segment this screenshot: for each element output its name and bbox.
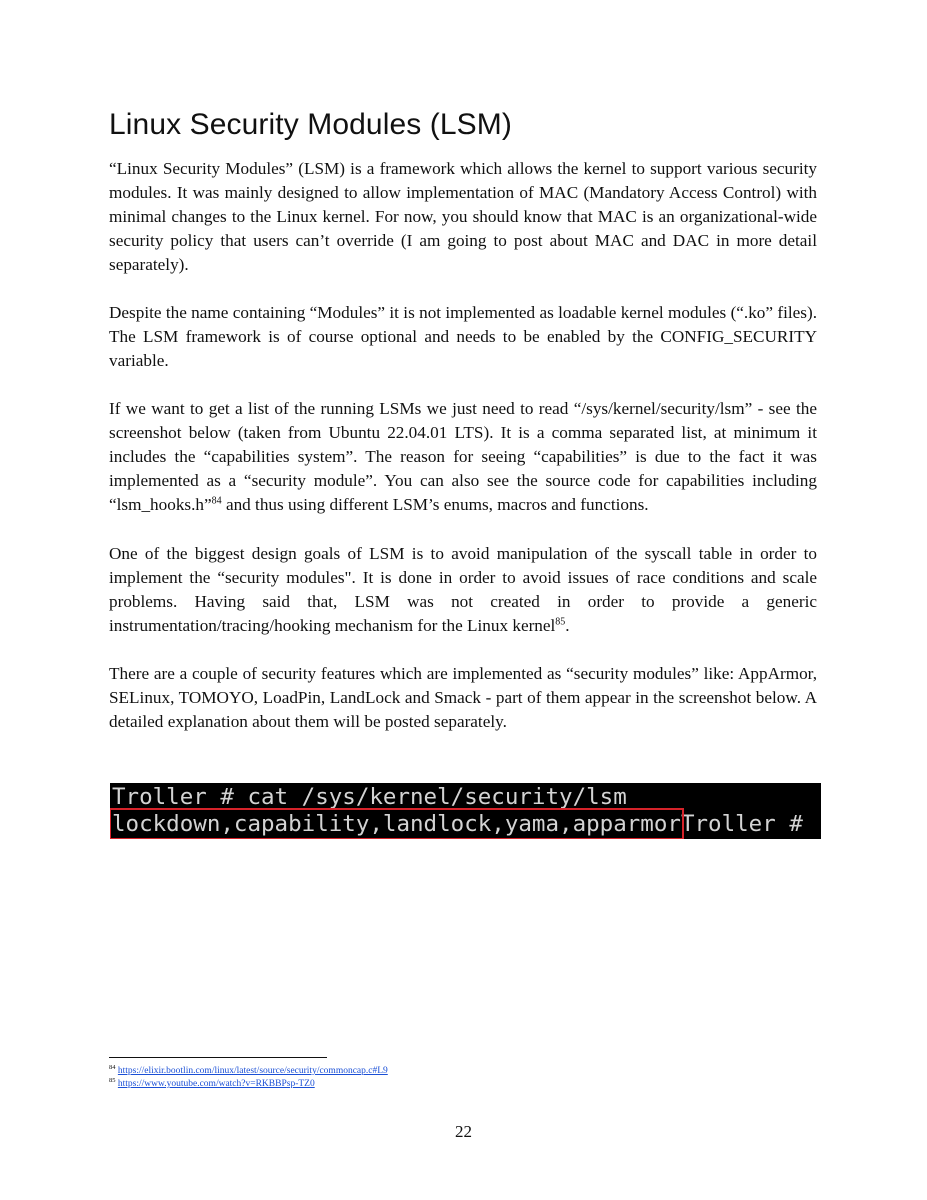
paragraph-security-features: There are a couple of security features which are implemented as “security modules” like: AppArmor, SELinux, TOMOYO, LoadPin, LandLock and Smack - part of them appear in the screenshot below. A detailed explanation about them will be posted separately. bbox=[109, 664, 817, 731]
footnote-link-84[interactable]: https://elixir.bootlin.com/linux/latest/source/security/commoncap.c#L9 bbox=[117, 1066, 388, 1076]
terminal-prompt: Troller # bbox=[680, 811, 803, 837]
page-number: 22 bbox=[455, 1122, 472, 1141]
terminal-screenshot bbox=[110, 783, 821, 839]
terminal-command-line: Troller # cat /sys/kernel/security/lsm bbox=[112, 784, 627, 810]
footnote-85 bbox=[109, 1076, 315, 1090]
footnote-number: 85 bbox=[109, 1076, 116, 1084]
footnote-divider bbox=[109, 1057, 327, 1058]
paragraph-modules-name: Despite the name containing “Modules” it is not implemented as loadable kernel modules (“.ko” files). The LSM framework is of course optional and needs to be enabled by the CONFIG_SECURITY variable. bbox=[109, 303, 817, 370]
paragraph-text: If we want to get a list of the running LSMs we just need to read “/sys/kernel/security/lsm” - see the screenshot below (taken from Ubuntu 22.04.01 LTS). It is a comma separated list, at minimum it includes the “capabilities system”. The reason for seeing “capabilities” is due to the fact it was implemented as a “security module”. You can also see the source code for capabilities including “lsm_hooks.h” bbox=[109, 399, 817, 514]
footnote-link-85[interactable]: https://www.youtube.com/watch?v=RKBBPsp-TZ0 bbox=[117, 1079, 315, 1089]
paragraph-list-lsms bbox=[109, 397, 817, 517]
page-title: Linux Security Modules (LSM) bbox=[109, 108, 512, 141]
paragraph-design-goals bbox=[109, 542, 817, 638]
paragraph-text: One of the biggest design goals of LSM is to avoid manipulation of the syscall table in order to implement the “security modules". It is done in order to avoid issues of race conditions and scale problems. Having said that, LSM was not created in order to provide a generic instrumentation/tracing/hooking mechanism for the Linux kernel bbox=[109, 544, 817, 635]
footnote-84 bbox=[109, 1063, 388, 1077]
paragraph-text: . bbox=[565, 616, 570, 635]
footnote-ref-85[interactable]: 85 bbox=[555, 616, 566, 628]
paragraph-intro: “Linux Security Modules” (LSM) is a framework which allows the kernel to support various security modules. It was mainly designed to allow implementation of MAC (Mandatory Access Control) with minimal changes to the Linux kernel. For now, you should know that MAC is an organizational-wide security policy that users can’t override (I am going to post about MAC and DAC in more detail separately). bbox=[109, 159, 817, 274]
footnote-number: 84 bbox=[109, 1063, 116, 1071]
terminal-output-line bbox=[112, 811, 821, 838]
paragraph-text: and thus using different LSM’s enums, macros and functions. bbox=[221, 495, 649, 514]
footnote-ref-84[interactable]: 84 bbox=[211, 495, 222, 507]
highlighted-lsm-list: lockdown,capability,landlock,yama,apparmor bbox=[112, 811, 681, 837]
